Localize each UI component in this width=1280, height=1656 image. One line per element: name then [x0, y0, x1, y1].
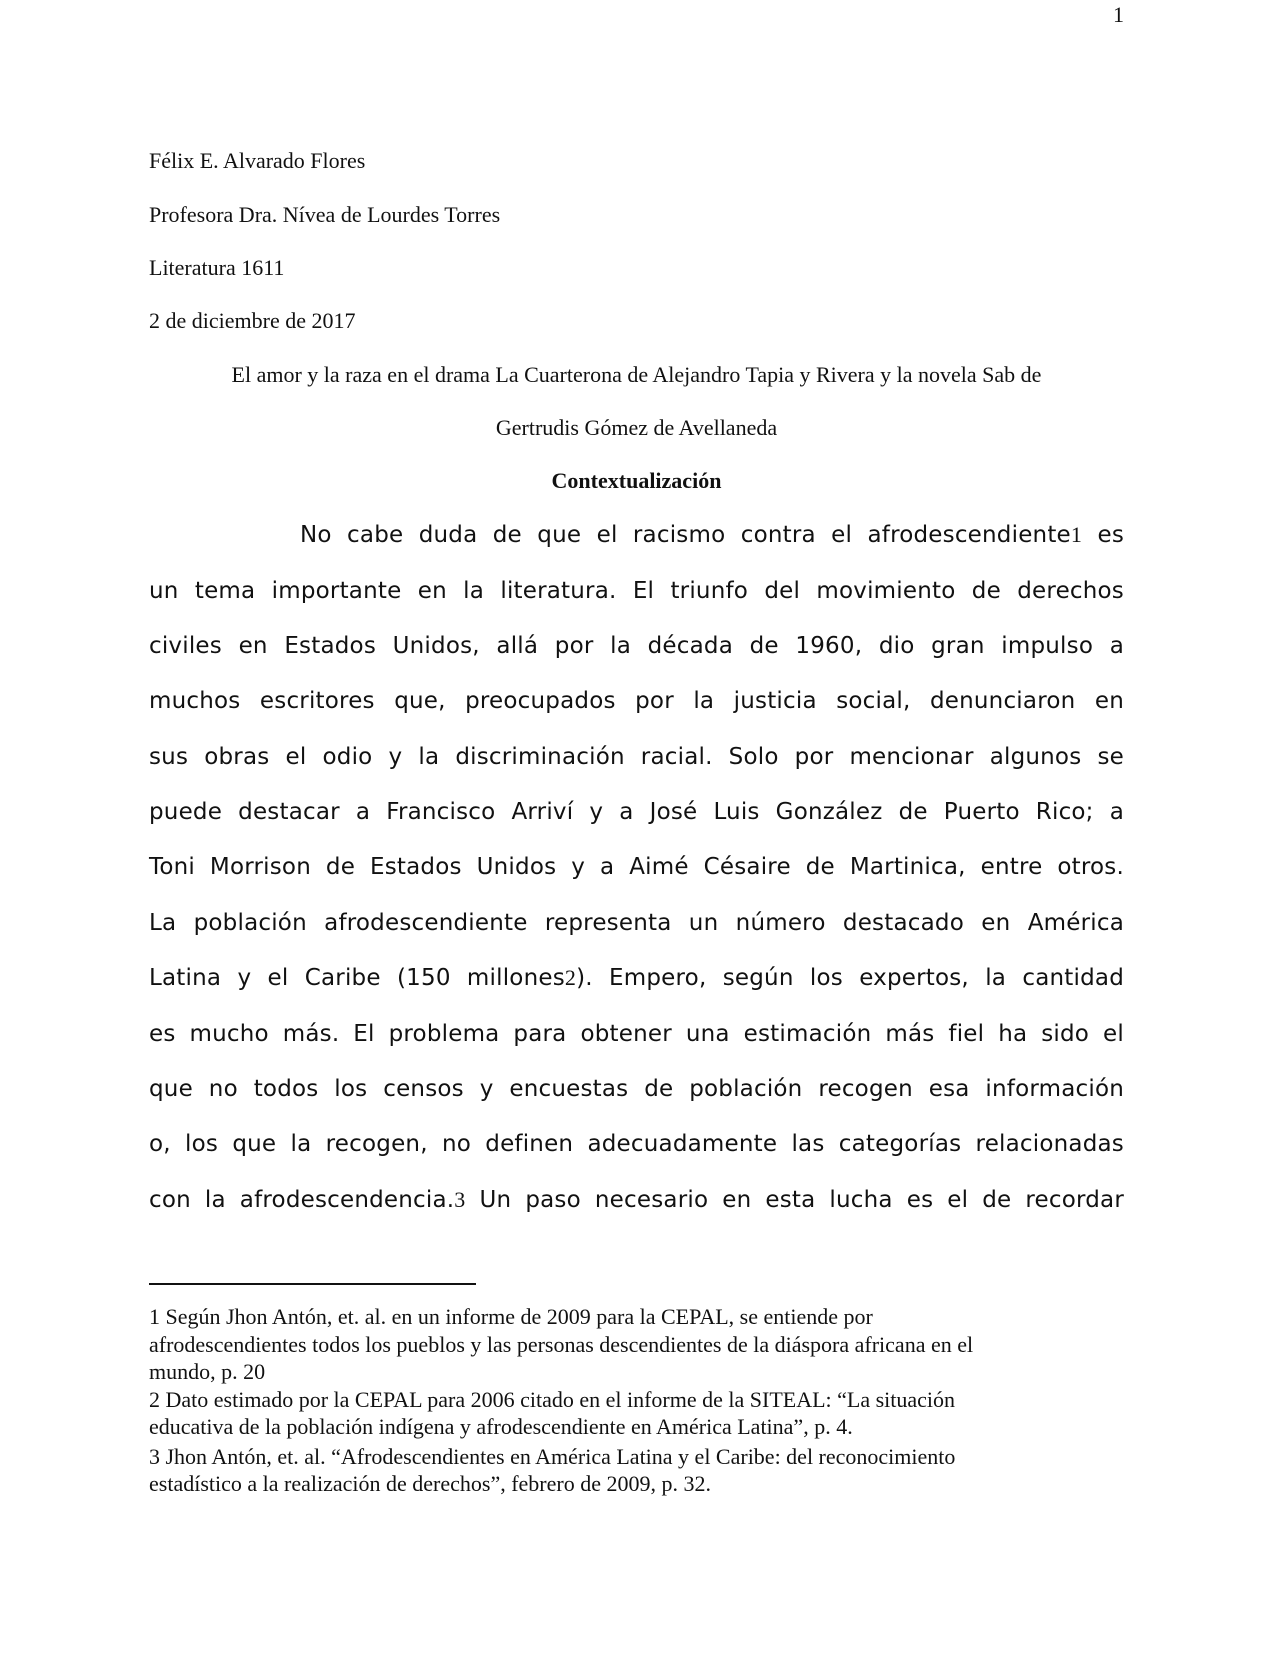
footnote-ref-2[interactable]: 2: [564, 965, 577, 990]
course-name: Literatura 1611: [149, 255, 285, 280]
professor-name: Profesora Dra. Nívea de Lourdes Torres: [149, 202, 501, 227]
body-line-12: o, los que la recogen, no definen adecuadamente las categorías relacionadas: [149, 1131, 1124, 1157]
body-line-5: sus obras el odio y la discriminación racial. Solo por mencionar algunos se: [149, 744, 1124, 770]
body-text: Un paso necesario en esta lucha es el de recordar: [465, 1187, 1124, 1213]
section-title: Contextualización: [551, 468, 722, 493]
footnote-2-line-1: 2 Dato estimado por la CEPAL para 2006 citado en el informe de la SITEAL: “La situación: [149, 1387, 956, 1412]
footnote-3-line-1: 3 Jhon Antón, et. al. “Afrodescendientes en América Latina y el Caribe: del reconocimiento: [149, 1444, 956, 1469]
essay-title-line-2: Gertrudis Gómez de Avellaneda: [495, 415, 778, 440]
body-line-4: muchos escritores que, preocupados por la justicia social, denunciaron en: [149, 688, 1124, 714]
body-line-6: puede destacar a Francisco Arriví y a José Luis González de Puerto Rico; a: [149, 799, 1124, 825]
body-line-1: [300, 520, 1124, 550]
body-line-7: Toni Morrison de Estados Unidos y a Aimé Césaire de Martinica, entre otros.: [149, 854, 1124, 880]
body-line-13: [149, 1185, 1124, 1215]
body-line-2: un tema importante en la literatura. El triunfo del movimiento de derechos: [149, 578, 1124, 604]
author-name: Félix E. Alvarado Flores: [149, 148, 366, 173]
body-text: Latina y el Caribe (150 millones: [149, 965, 565, 991]
footnote-1-line-1: 1 Según Jhon Antón, et. al. en un informe de 2009 para la CEPAL, se entiende por: [149, 1304, 873, 1329]
footnote-ref-1[interactable]: 1: [1070, 522, 1083, 547]
body-line-8: La población afrodescendiente representa un número destacado en América: [149, 910, 1124, 936]
body-line-9: [149, 963, 1124, 993]
footnote-2-line-2: educativa de la población indígena y afrodescendiente en América Latina”, p. 4.: [149, 1414, 853, 1439]
footnote-separator: [149, 1283, 476, 1285]
body-text: ). Empero, según los expertos, la cantidad: [576, 965, 1124, 991]
body-line-3: civiles en Estados Unidos, allá por la década de 1960, dio gran impulso a: [149, 633, 1124, 659]
footnote-1-line-3: mundo, p. 20: [149, 1359, 266, 1384]
date-line: 2 de diciembre de 2017: [149, 308, 356, 333]
body-line-11: que no todos los censos y encuestas de población recogen esa información: [149, 1076, 1124, 1102]
footnote-3-line-2: estadístico a la realización de derechos”, febrero de 2009, p. 32.: [149, 1471, 711, 1496]
footnote-ref-3[interactable]: 3: [454, 1187, 466, 1212]
body-text: es: [1082, 522, 1125, 548]
footnote-1-line-2: afrodescendientes todos los pueblos y las personas descendientes de la diáspora africana en el: [149, 1332, 974, 1357]
body-text: No cabe duda de que el racismo contra el afrodescendiente: [300, 522, 1071, 548]
body-line-10: es mucho más. El problema para obtener una estimación más fiel ha sido el: [149, 1021, 1124, 1047]
page-number: 1: [1113, 2, 1124, 27]
essay-title-line-1: El amor y la raza en el drama La Cuarterona de Alejandro Tapia y Rivera y la novela Sab de: [231, 362, 1042, 387]
body-text: con la afrodescendencia.: [149, 1187, 455, 1213]
